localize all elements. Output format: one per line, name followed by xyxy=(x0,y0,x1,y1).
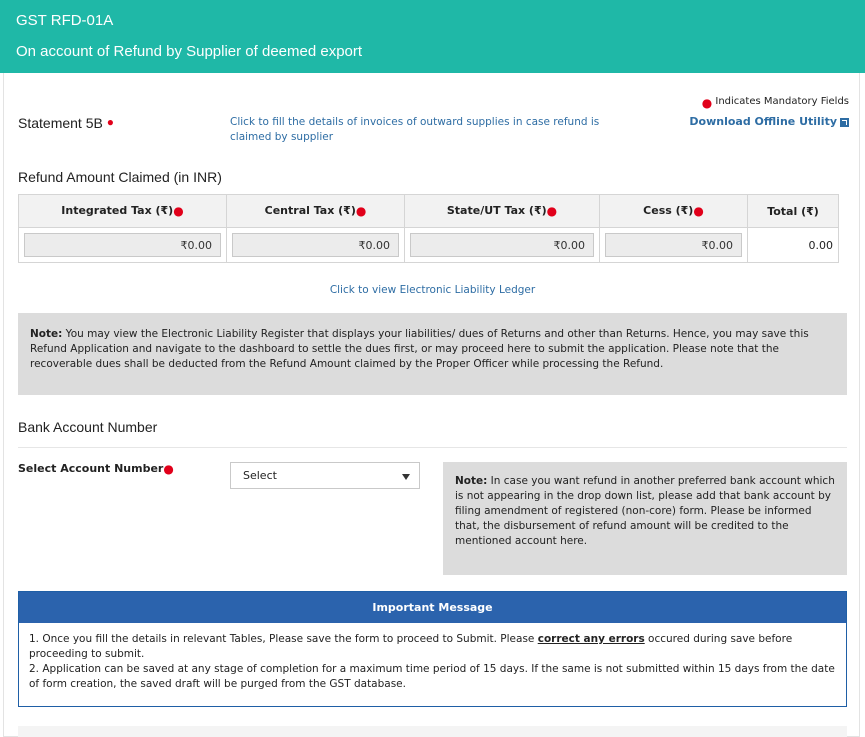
mandatory-dot-icon: ● xyxy=(163,462,174,476)
important-message-box xyxy=(18,591,847,707)
important-item-1: 1. Once you fill the details in relevant Tables, Please save the form to proceed to Submit. Please correct any errors occured during save before proceeding to submit. xyxy=(29,633,793,660)
dropdown-caret-icon xyxy=(402,474,410,480)
select-account-label: Select Account Number● xyxy=(18,462,174,476)
mandatory-dot-icon: ● xyxy=(355,204,367,218)
statement-title xyxy=(18,115,114,131)
integrated-tax-field: ₹0.00 xyxy=(24,233,221,257)
table-row xyxy=(19,228,839,263)
statement-5b-link[interactable]: Click to fill the details of invoices of outward supplies in case refund is claimed by supplier xyxy=(230,116,600,143)
form-id-title: GST RFD-01A xyxy=(16,12,114,29)
refund-amount-table xyxy=(18,194,839,263)
select-value: Select xyxy=(243,469,277,482)
important-message-title: Important Message xyxy=(19,592,846,623)
col-cess: Cess (₹)● xyxy=(600,195,748,228)
bank-note-label: Note: xyxy=(455,475,488,487)
statement-mandatory-dot-icon: ● xyxy=(106,115,114,129)
form-subtitle: On account of Refund by Supplier of deemed export xyxy=(16,43,363,60)
note-text: You may view the Electronic Liability Register that displays your liabilities/ dues of Returns and other than Returns. Hence, you may save this Refund Application and navigate to the dashboard to settle the dues first, or may proceed here to submit the application. Please note that the recoverable dues shall be deducted from the Refund Amount claimed by the Proper Officer while processing the Refund. xyxy=(30,328,809,370)
col-central-tax: Central Tax (₹)● xyxy=(227,195,405,228)
mandatory-dot-icon: ● xyxy=(701,96,713,110)
page-header xyxy=(0,0,865,73)
mandatory-legend-text: Indicates Mandatory Fields xyxy=(715,96,849,107)
bottom-strip xyxy=(18,726,847,737)
divider xyxy=(18,447,847,448)
total-value: 0.00 xyxy=(748,228,839,263)
external-link-icon xyxy=(840,118,849,127)
bank-account-note xyxy=(443,462,847,575)
refund-section-title: Refund Amount Claimed (in INR) xyxy=(18,169,222,185)
view-liability-ledger-link[interactable]: Click to view Electronic Liability Ledger xyxy=(329,284,536,296)
bank-section-title: Bank Account Number xyxy=(18,419,158,435)
correct-errors-link[interactable]: correct any errors xyxy=(537,633,645,645)
mandatory-legend xyxy=(702,96,849,110)
cess-field: ₹0.00 xyxy=(605,233,742,257)
mandatory-dot-icon: ● xyxy=(693,204,704,218)
central-tax-field: ₹0.00 xyxy=(232,233,399,257)
download-offline-utility-link[interactable] xyxy=(689,115,849,128)
col-state-tax: State/UT Tax (₹)● xyxy=(405,195,600,228)
note-label: Note: xyxy=(30,328,63,340)
mandatory-dot-icon: ● xyxy=(173,204,184,218)
liability-note xyxy=(18,313,847,395)
bank-note-text: In case you want refund in another preferred bank account which is not appearing in the drop down list, please add that bank account by filing amendment of registered (non-core) form. Please be informed that, the disbursement of refund amount will be credited to the mentioned account here. xyxy=(455,475,835,547)
state-tax-field: ₹0.00 xyxy=(410,233,594,257)
col-integrated-tax: Integrated Tax (₹)● xyxy=(19,195,227,228)
important-item-2: 2. Application can be saved at any stage of completion for a maximum time period of 15 days. If the same is not submitted within 15 days from the date of form creation, the saved draft will be purged from the GST database. xyxy=(29,663,835,690)
account-number-select[interactable] xyxy=(230,462,420,489)
download-link-text: Download Offline Utility xyxy=(689,115,837,128)
statement-title-text: Statement 5B xyxy=(18,115,103,131)
col-total: Total (₹) xyxy=(748,195,839,228)
important-message-body xyxy=(19,623,846,701)
mandatory-dot-icon: ● xyxy=(546,204,558,218)
table-header-row xyxy=(19,195,839,228)
